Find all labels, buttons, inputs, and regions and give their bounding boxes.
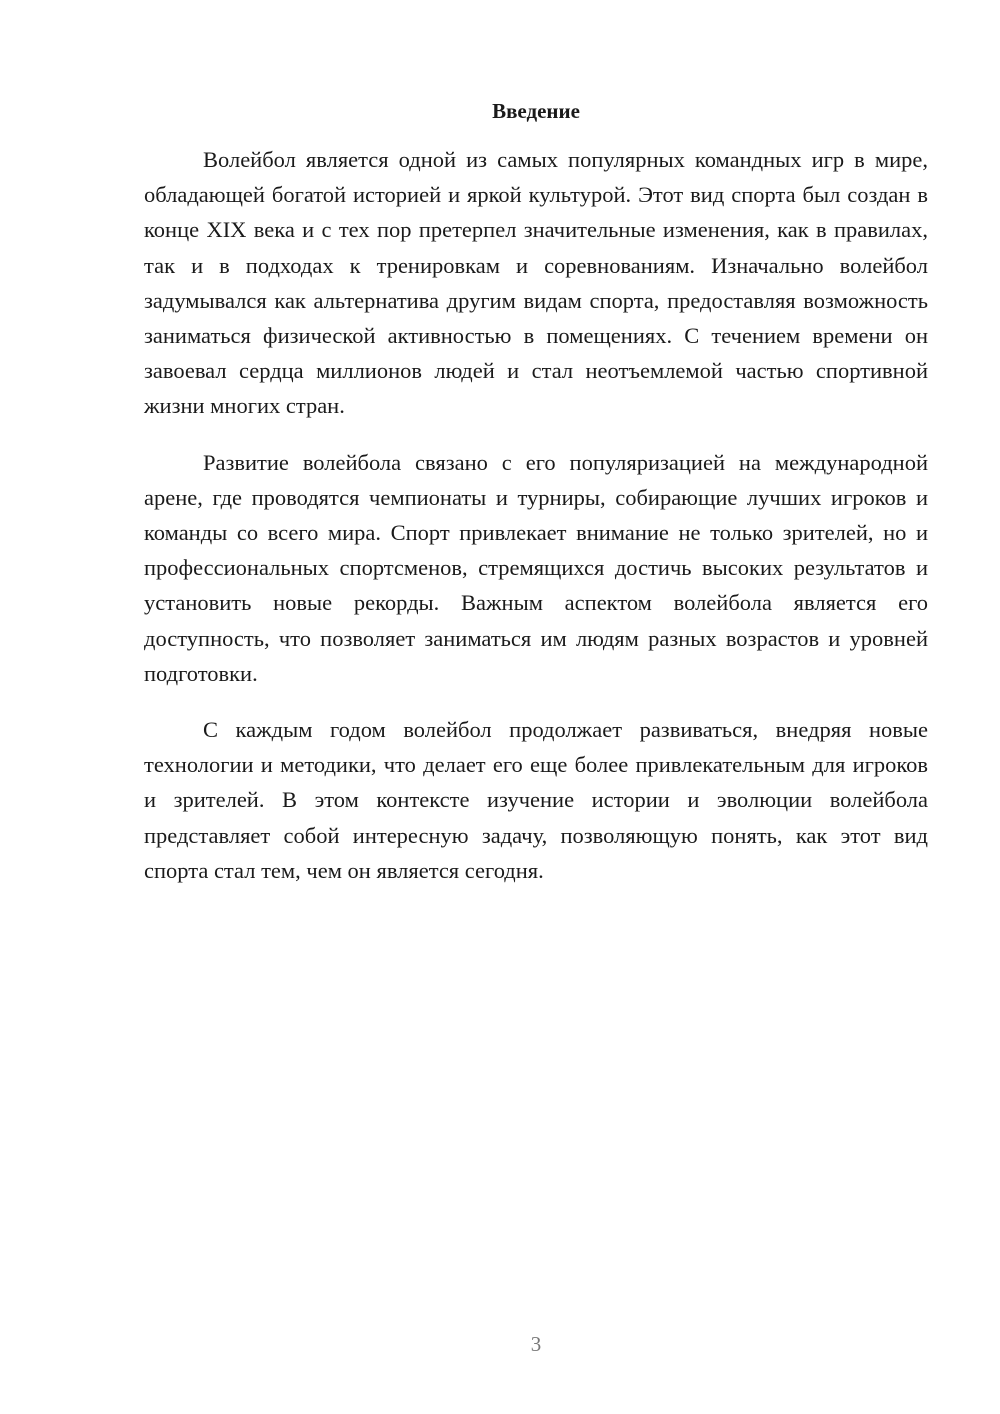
- page-title: Введение: [492, 99, 580, 123]
- paragraph-2: Развитие волейбола связано с его популяризацией на международной арене, где проводятся чемпионаты и турниры, собирающие лучших игроков и команды со всего мира. Спорт привлекает внимание не только зрителей, но и профессиональных спортсменов, стремящихся достичь высоких результатов и установить новые рекорды. Важным аспектом волейбола является его доступность, что позволяет заниматься им людям разных возрастов и уровней подготовки.: [144, 449, 928, 686]
- document-body: [144, 142, 928, 909]
- page-number: 3: [530, 1332, 542, 1356]
- paragraph-3: С каждым годом волейбол продолжает развиваться, внедряя новые технологии и методики, что делает его еще более привлекательным для игроков и зрителей. В этом контексте изучение истории и эволюции волейбола представляет собой интересную задачу, позволяющую понять, как этот вид спорта стал тем, чем он является сегодня.: [144, 717, 928, 883]
- paragraph-1: Волейбол является одной из самых популярных командных игр в мире, обладающей богатой историей и яркой культурой. Этот вид спорта был создан в конце XIX века и с тех пор претерпел значительные изменения, как в правилах, так и в подходах к тренировкам и соревнованиям. Изначально волейбол задумывался как альтернатива другим видам спорта, предоставляя возможность заниматься физической активностью в помещениях. С течением времени он завоевал сердца миллионов людей и стал неотъемлемой частью спортивной жизни многих стран.: [144, 147, 928, 419]
